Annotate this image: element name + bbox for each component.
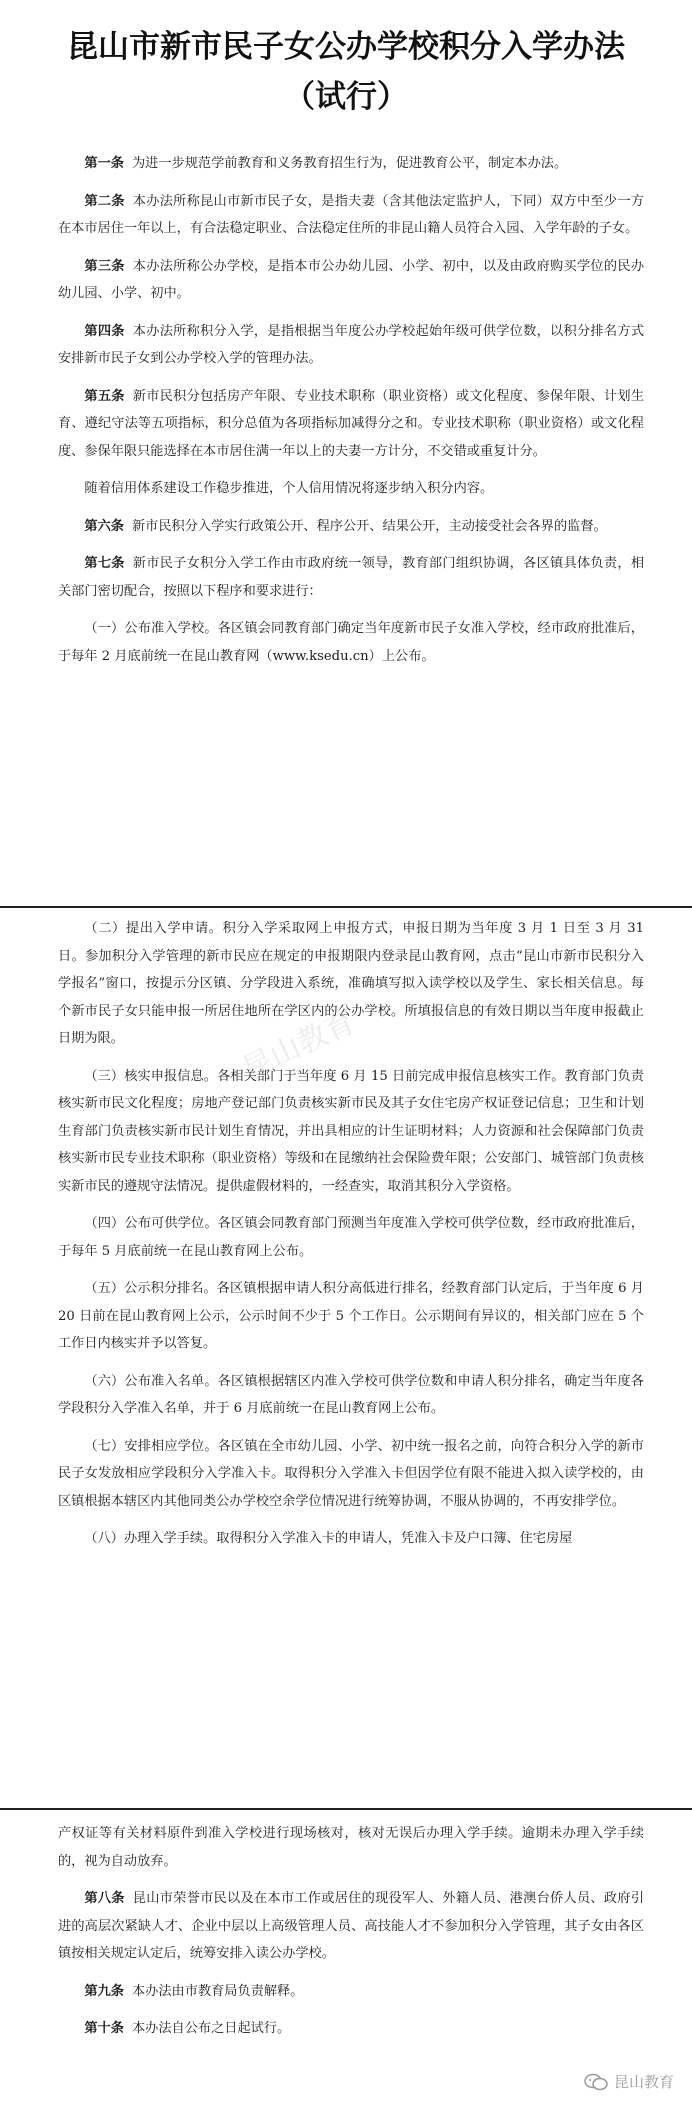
- paragraph-text: 本办法由市教育局负责解释。: [131, 1983, 304, 1999]
- document-title: 昆山市新市民子女公办学校积分入学办法（试行）: [67, 29, 625, 115]
- article-paragraph: [58, 150, 644, 178]
- paragraph-text: 新市民子女积分入学工作由市政府统一领导，教育部门组织协调，各区镇具体负责，相关部门密切配合，按照以下程序和要求进行：: [58, 556, 645, 599]
- paragraph-text: 新市民积分包括房产年限、专业技术职称（职业资格）或文化程度、参保年限、计划生育、遵纪守法等五项指标，积分总值为各项指标加减得分之和。专业技术职称（职业资格）或文化程度、参保年限只能选择在本市居住满一年以上的夫妻一方计分，不交错或重复计分。: [58, 388, 645, 459]
- paragraph: [58, 1368, 644, 1423]
- paragraph: [58, 615, 644, 670]
- article-paragraph: [58, 383, 644, 466]
- paragraph: [58, 1063, 644, 1201]
- paragraph-text: 随着信用体系建设工作稳步推进，个人信用情况将逐步纳入积分内容。: [84, 481, 494, 496]
- paragraph-text: 本办法所称公办学校，是指本市公办幼儿园、小学、初中，以及由政府购买学位的民办幼儿园、小学、初中。: [58, 258, 645, 301]
- page-divider: [0, 906, 692, 908]
- paragraph: [58, 1275, 644, 1358]
- paragraph-text: 本办法所称昆山市新市民子女，是指夫妻（含其他法定监护人，下同）双方中至少一方在本市居住一年以上，有合法稳定职业、合法稳定住所的非昆山籍人员符合入园、入学年龄的子女。: [58, 193, 645, 236]
- article-label: 第七条: [84, 556, 125, 571]
- paragraph-text: 产权证等有关材料原件到准入学校进行现场核对，核对无误后办理入学手续。逾期未办理入学手续的，视为自动放弃。: [58, 1826, 644, 1869]
- article-label: 第六条: [84, 518, 124, 534]
- article-label: 第五条: [84, 388, 125, 404]
- paragraph-text: （一）公布准入学校。各区镇会同教育部门确定当年度新市民子女准入学校，经市政府批准后，于每年 2 月底前统一在昆山教育网（www.ksedu.cn）上公布。: [58, 621, 644, 664]
- page-divider: [0, 1808, 692, 1810]
- paragraph: [58, 475, 644, 503]
- article-label: 第二条: [84, 193, 125, 209]
- paragraph-text: 新市民积分入学实行政策公开、程序公开、结果公开，主动接受社会各界的监督。: [131, 518, 607, 534]
- paragraph: [58, 1820, 644, 1875]
- paragraph-text: （三）核实申报信息。各相关部门于当年度 6 月 15 日前完成申报信息核实工作。教育部门负责核实新市民文化程度；房地产登记部门负责核实新市民及其子女住宅房产权证登记信息；卫生和计划生育部门负责核实新市民计划生育情况，并出具相应的计生证明材料；人力资源和社会保障部门负责核实新市民专业技术职称（职业资格）等级和在昆缴纳社会保险费年限；公安部门、城管部门负责核实新市民的遵规守法情况。提供虚假材料的，一经查实，取消其积分入学资格。: [58, 1068, 644, 1194]
- article-paragraph: [58, 253, 644, 308]
- article-label: 第四条: [84, 323, 125, 339]
- article-label: 第十条: [84, 2021, 124, 2036]
- paragraph: [58, 1525, 644, 1553]
- brand-logo: [584, 2071, 674, 2092]
- paragraph-text: 为进一步规范学前教育和义务教育招生行为，促进教育公平，制定本办法。: [131, 156, 568, 171]
- paragraph-text: （五）公示积分排名。各区镇根据申请人积分高低进行排名，经教育部门认定后，于当年度 6 月 20 日前在昆山教育网上公示，公示时间不少于 5 个工作日。公示期间有异议的，相关部门应在 5 个工作日内核实并予以答复。: [58, 1281, 644, 1351]
- article-paragraph: [58, 1885, 644, 1968]
- paragraph-text: （二）提出入学申请。积分入学采取网上申报方式，申报日期为当年度 3 月 1 日至 3 月 31 日。参加积分入学管理的新市民应在规定的申报期限内登录昆山教育网，点击“昆山市新市民积分入学报名”窗口，按提示分区镇、分学段进入系统，准确填写拟入读学校以及学生、家长相关信息。每个新市民子女只能申报一所居住地所在学区内的公办学校。所填报信息的有效日期以当年度申报截止日期为限。: [58, 921, 644, 1046]
- paragraph-text: 本办法自公布之日起试行。: [131, 2021, 291, 2036]
- paragraph: [58, 1210, 644, 1265]
- article-label: 第九条: [84, 1983, 124, 1999]
- article-paragraph: [58, 318, 644, 373]
- article-paragraph: [58, 2015, 644, 2043]
- article-paragraph: [58, 550, 644, 605]
- wechat-icon: [584, 2073, 608, 2091]
- section-procedures: [58, 915, 644, 1563]
- section-tail: [58, 1820, 644, 2053]
- paragraph-text: （六）公布准入名单。各区镇根据辖区内准入学校可供学位数和申请人积分排名，确定当年度各学段积分入学准入名单，并于 6 月底前统一在昆山教育网上公布。: [58, 1373, 644, 1416]
- article-label: 第八条: [84, 1891, 125, 1906]
- article-paragraph: [58, 513, 644, 541]
- watermark: 昆山教育: [237, 1004, 361, 1087]
- section-one: [58, 150, 644, 680]
- paragraph: [58, 915, 644, 1053]
- article-paragraph: [58, 1978, 644, 2006]
- paragraph-text: （四）公布可供学位。各区镇会同教育部门预测当年度准入学校可供学位数，经市政府批准后，于每年 5 月底前统一在昆山教育网上公布。: [58, 1216, 644, 1259]
- paragraph: [58, 1433, 644, 1516]
- paragraph-text: （八）办理入学手续。取得积分入学准入卡的申请人，凭准入卡及户口簿、住宅房屋: [84, 1531, 573, 1546]
- article-label: 第三条: [84, 258, 125, 274]
- paragraph-text: （七）安排相应学位。各区镇在全市幼儿园、小学、初中统一报名之前，向符合积分入学的新市民子女发放相应学段积分入学准入卡。取得积分入学准入卡但因学位有限不能进入拟入读学校的，由区镇根据本辖区内其他同类公办学校空余学位情况进行统筹协调，不服从协调的，不再安排学位。: [58, 1438, 644, 1509]
- paragraph-text: 昆山市荣誉市民以及在本市工作或居住的现役军人、外籍人员、港澳台侨人员、政府引进的高层次紧缺人才、企业中层以上高级管理人员、高技能人才不参加积分入学管理，其子女由各区镇按相关规定认定后，统筹安排入读公办学校。: [58, 1891, 645, 1961]
- logo-text: 昆山教育: [613, 2073, 674, 2091]
- article-label: 第一条: [84, 156, 124, 171]
- article-paragraph: [58, 188, 644, 243]
- paragraph-text: 本办法所称积分入学，是指根据当年度公办学校起始年级可供学位数，以积分排名方式安排新市民子女到公办学校入学的管理办法。: [58, 323, 645, 366]
